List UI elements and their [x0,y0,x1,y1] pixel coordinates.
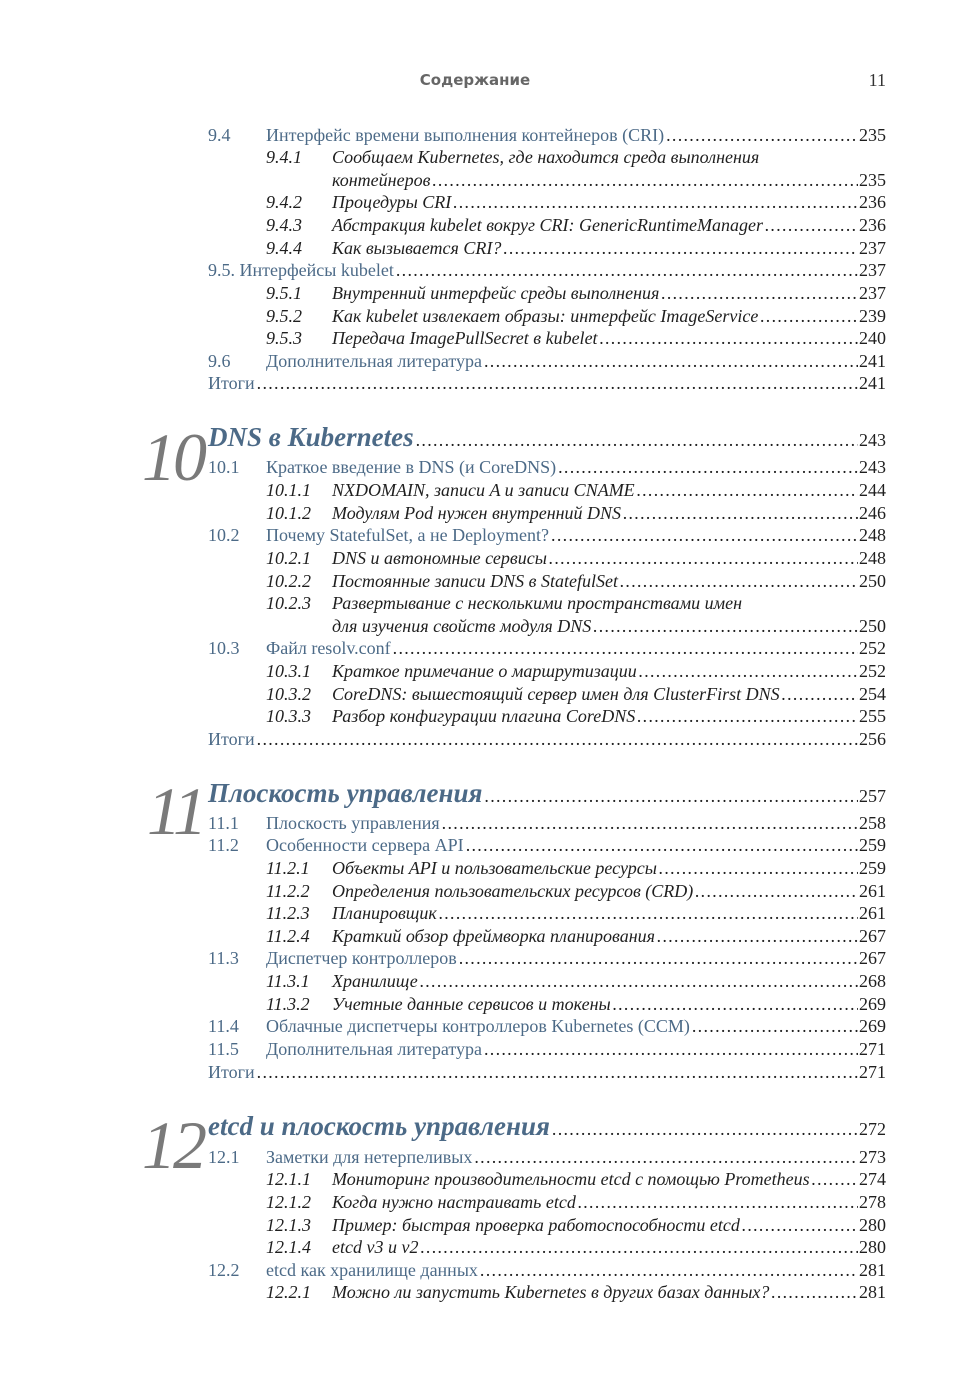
page-ref: 250 [859,571,886,591]
section-title-continued: контейнеров [332,170,431,190]
page-ref: 261 [859,903,886,923]
dot-leader [637,705,858,727]
section-title: Плоскость управления [266,813,440,833]
page-ref: 281 [859,1260,886,1280]
section-number: 9.4 [208,125,231,145]
dot-leader [765,214,858,236]
page-ref: 259 [859,858,886,878]
toc-entry-10-2 [0,524,974,546]
page-ref: 259 [859,835,886,855]
dot-leader [480,1259,858,1281]
section-number: 9.4.4 [266,238,302,258]
section-number: 9.5.2 [266,306,302,326]
dot-leader [551,524,858,546]
toc-entry-12-1-4 [0,1236,974,1258]
section-title: Можно ли запустить Kubernetes в других базах данных? [332,1282,770,1302]
dot-leader [692,1015,858,1037]
dot-leader [416,424,858,456]
section-title: Сообщаем Kubernetes, где находится среда выполнения [332,147,760,167]
section-title: Диспетчер контроллеров [266,948,457,968]
section-title: Передача ImagePullSecret в kubelet [332,328,598,348]
section-number: 10.2.3 [266,593,311,613]
toc-entry-9-5-1 [0,282,974,304]
page-ref: 271 [859,1062,886,1082]
toc-entry-11-4 [0,1015,974,1037]
section-title: Итоги [208,729,255,749]
section-number: 10.1.2 [266,503,311,523]
section-number: 9.6 [208,351,231,371]
toc-entry-10-1 [0,456,974,478]
section-number: 10.3.3 [266,706,311,726]
section-number: 11.4 [208,1016,239,1036]
section-number: 11.5 [208,1039,239,1059]
toc-entry-12-2-1 [0,1281,974,1303]
toc-entry-10-2-1 [0,547,974,569]
toc-entry-9-6 [0,350,974,372]
section-title: Пример: быстрая проверка работоспособности etcd [332,1215,740,1235]
page-ref: 252 [859,661,886,681]
section-number: 10.3 [208,638,240,658]
section-number: 10.2.1 [266,548,311,568]
dot-leader [742,1214,858,1236]
dot-leader [623,502,858,524]
dot-leader [420,1236,858,1258]
toc-entry-9-4-3 [0,214,974,236]
toc-entry-9-4 [0,124,974,146]
section-number: 11.3.1 [266,971,310,991]
section-title: Дополнительная литература [266,1039,482,1059]
page-ref: 237 [859,238,886,258]
toc-entry-11-2-2 [0,880,974,902]
section-title: Краткое введение в DNS (и CoreDNS) [266,457,557,477]
dot-leader [432,169,858,191]
section-number: 12.2 [208,1260,240,1280]
page-ref: 250 [859,616,886,636]
section-title: Внутренний интерфейс среды выполнения [332,283,660,303]
dot-leader [695,880,858,902]
section-title: Объекты API и пользовательские ресурсы [332,858,657,878]
toc-entry-10-3 [0,637,974,659]
section-number: 12.1.2 [266,1192,311,1212]
chapter-title: Плоскость управления [208,778,483,808]
section-title: Как kubelet извлекает образы: интерфейс ImageService [332,306,759,326]
section-number: 9.5.1 [266,283,302,303]
page-ref: 280 [859,1215,886,1235]
toc-entry-10-1-1 [0,479,974,501]
page-ref: 241 [859,351,886,371]
chapter-number-10: 10 [142,419,204,495]
page-ref: 267 [859,948,886,968]
page-number: 11 [868,70,886,90]
page-ref: 267 [859,926,886,946]
page-ref: 243 [859,430,886,450]
toc-entry-11-2-3 [0,902,974,924]
dot-leader [639,660,858,682]
toc-chapter-10 [0,421,974,453]
section-title: Определения пользовательских ресурсов (CRD) [332,881,694,901]
section-title: Итоги [208,373,255,393]
toc-entry-11-2-1 [0,857,974,879]
dot-leader [782,683,858,705]
page-ref: 273 [859,1147,886,1167]
page-ref: 252 [859,638,886,658]
page-ref: 269 [859,994,886,1014]
dot-leader [484,1038,858,1060]
toc-entry-11-3-1 [0,970,974,992]
section-number: 9.5.3 [266,328,302,348]
toc-entry-10-3-3 [0,705,974,727]
dot-leader [439,902,858,924]
page-ref: 237 [859,283,886,303]
page-ref: 254 [859,684,886,704]
section-title: Мониторинг производительности etcd с помощью Prometheus [332,1169,810,1189]
toc-entry-12-1-2 [0,1191,974,1213]
page-ref: 281 [859,1282,886,1302]
toc-entry-9-5-2 [0,305,974,327]
section-number: 11.1 [208,813,239,833]
page-ref: 236 [859,192,886,212]
dot-leader [549,547,858,569]
toc-entry-9-5-3 [0,327,974,349]
section-title: Развертывание с несколькими пространствами имен [332,593,743,613]
dot-leader [442,812,858,834]
dot-leader [613,993,858,1015]
toc-chapter-12 [0,1110,974,1142]
dot-leader [474,1146,858,1168]
section-number: 12.1 [208,1147,240,1167]
section-title: Итоги [208,1062,255,1082]
section-title: Заметки для нетерпеливых [266,1147,473,1167]
toc-entry-summary-10 [0,728,974,750]
toc-entry-11-2-4 [0,925,974,947]
toc-entry-10-2-3-cont [0,615,974,637]
dot-leader [661,282,858,304]
section-title: Постоянные записи DNS в StatefulSet [332,571,618,591]
page-ref: 248 [859,525,886,545]
page-ref: 243 [859,457,886,477]
toc-entry-summary-9 [0,372,974,394]
toc-entry-10-2-2 [0,570,974,592]
section-title: Особенности сервера API [266,835,464,855]
section-number: 9.4.2 [266,192,302,212]
section-title: etcd v3 и v2 [332,1237,419,1257]
section-title: CoreDNS: вышестоящий сервер имен для ClusterFirst DNS [332,684,780,704]
section-number: 12.1.3 [266,1215,311,1235]
section-number: 11.2 [208,835,239,855]
page-ref: 244 [859,480,886,500]
page-ref: 235 [859,125,886,145]
page-ref: 235 [859,170,886,190]
section-number: 11.3 [208,948,239,968]
dot-leader [812,1168,858,1190]
page-ref: 256 [859,729,886,749]
dot-leader [257,372,858,394]
toc-chapter-11 [0,777,974,809]
toc-entry-10-2-3 [0,592,974,614]
toc-entry-9-5 [0,259,974,281]
section-title: Учетные данные сервисов и токены [332,994,611,1014]
page-ref: 239 [859,306,886,326]
section-number: 10.1 [208,457,240,477]
section-title: Абстракция kubelet вокруг CRI: GenericRuntimeManager [332,215,763,235]
section-title-continued: для изучения свойств модуля DNS [332,616,592,636]
section-title: Файл resolv.conf [266,638,391,658]
page-ref: 274 [859,1169,886,1189]
chapter-title: DNS в Kubernetes [208,422,414,452]
dot-leader [760,305,858,327]
section-number: 9.4.1 [266,147,302,167]
page-ref: 237 [859,260,886,280]
page-ref: 246 [859,503,886,523]
toc-entry-9-4-2 [0,191,974,213]
section-title: Краткое примечание о маршрутизации [332,661,637,681]
section-title: Как вызывается CRI? [332,238,502,258]
page-ref: 240 [859,328,886,348]
chapter-number-11: 11 [147,773,204,849]
section-number: 12.2.1 [266,1282,311,1302]
toc-entry-summary-11 [0,1061,974,1083]
page-ref: 258 [859,813,886,833]
dot-leader [620,570,858,592]
section-title: Облачные диспетчеры контроллеров Kubernetes (CCM) [266,1016,690,1036]
section-title: 9.5. Интерфейсы kubelet [208,260,394,280]
toc-entry-11-3-2 [0,993,974,1015]
section-number: 11.2.1 [266,858,310,878]
dot-leader [257,1061,858,1083]
dot-leader [593,615,858,637]
chapter-number-12: 12 [142,1107,204,1183]
section-number: 10.1.1 [266,480,311,500]
chapter-title: etcd и плоскость управления [208,1111,550,1141]
page-ref: 269 [859,1016,886,1036]
dot-leader [600,327,858,349]
dot-leader [666,124,858,146]
section-title: Интерфейс времени выполнения контейнеров (CRI) [266,125,665,145]
page-ref: 272 [859,1119,886,1139]
page-ref: 280 [859,1237,886,1257]
section-title: Хранилище [332,971,418,991]
toc-entry-9-4-4 [0,237,974,259]
toc-entry-12-1 [0,1146,974,1168]
page-ref: 241 [859,373,886,393]
section-title: etcd как хранилище данных [266,1260,478,1280]
running-title: Содержание [419,71,531,89]
section-title: DNS и автономные сервисы [332,548,547,568]
dot-leader [393,637,858,659]
toc-entry-12-1-1 [0,1168,974,1190]
dot-leader [657,925,858,947]
page-ref: 255 [859,706,886,726]
section-number: 9.4.3 [266,215,302,235]
dot-leader [396,259,858,281]
section-title: Когда нужно настраивать etcd [332,1192,576,1212]
page-ref: 268 [859,971,886,991]
dot-leader [420,970,858,992]
dot-leader [453,191,858,213]
section-number: 11.3.2 [266,994,310,1014]
toc-entry-12-1-3 [0,1214,974,1236]
section-number: 11.2.2 [266,881,310,901]
page-ref: 278 [859,1192,886,1212]
toc-entry-10-3-2 [0,683,974,705]
page-ref: 271 [859,1039,886,1059]
dot-leader [484,780,858,812]
section-title: Дополнительная литература [266,351,482,371]
dot-leader [637,479,858,501]
toc-entry-12-2 [0,1259,974,1281]
section-number: 11.2.3 [266,903,310,923]
section-title: Краткий обзор фреймворка планирования [332,926,656,946]
dot-leader [558,456,858,478]
section-title: Разбор конфигурации плагина CoreDNS [332,706,636,726]
section-title: Почему StatefulSet, а не Deployment? [266,525,550,545]
section-number: 11.2.4 [266,926,310,946]
dot-leader [659,857,858,879]
page-ref: 236 [859,215,886,235]
page-ref: 257 [859,786,886,806]
toc-entry-10-3-1 [0,660,974,682]
section-number: 12.1.1 [266,1169,311,1189]
section-number: 10.3.1 [266,661,311,681]
section-number: 12.1.4 [266,1237,311,1257]
section-title: Планировщик [332,903,437,923]
dot-leader [459,947,858,969]
section-number: 10.3.2 [266,684,311,704]
toc-entry-11-2 [0,834,974,856]
toc-entry-11-1 [0,812,974,834]
section-number: 10.2 [208,525,240,545]
page-ref: 248 [859,548,886,568]
section-title: NXDOMAIN, записи A и записи CNAME [332,480,635,500]
section-number: 10.2.2 [266,571,311,591]
toc-entry-11-5 [0,1038,974,1060]
dot-leader [503,237,858,259]
toc-entry-11-3 [0,947,974,969]
dot-leader [466,834,858,856]
dot-leader [771,1281,858,1303]
section-title: Процедуры CRI [332,192,452,212]
toc-entry-10-1-2 [0,502,974,524]
dot-leader [484,350,858,372]
toc-entry-9-4-1 [0,146,974,168]
dot-leader [257,728,858,750]
dot-leader [552,1113,858,1145]
page-ref: 261 [859,881,886,901]
section-title: Модулям Pod нужен внутренний DNS [332,503,622,523]
dot-leader [578,1191,858,1213]
toc-entry-9-4-1-cont [0,169,974,191]
